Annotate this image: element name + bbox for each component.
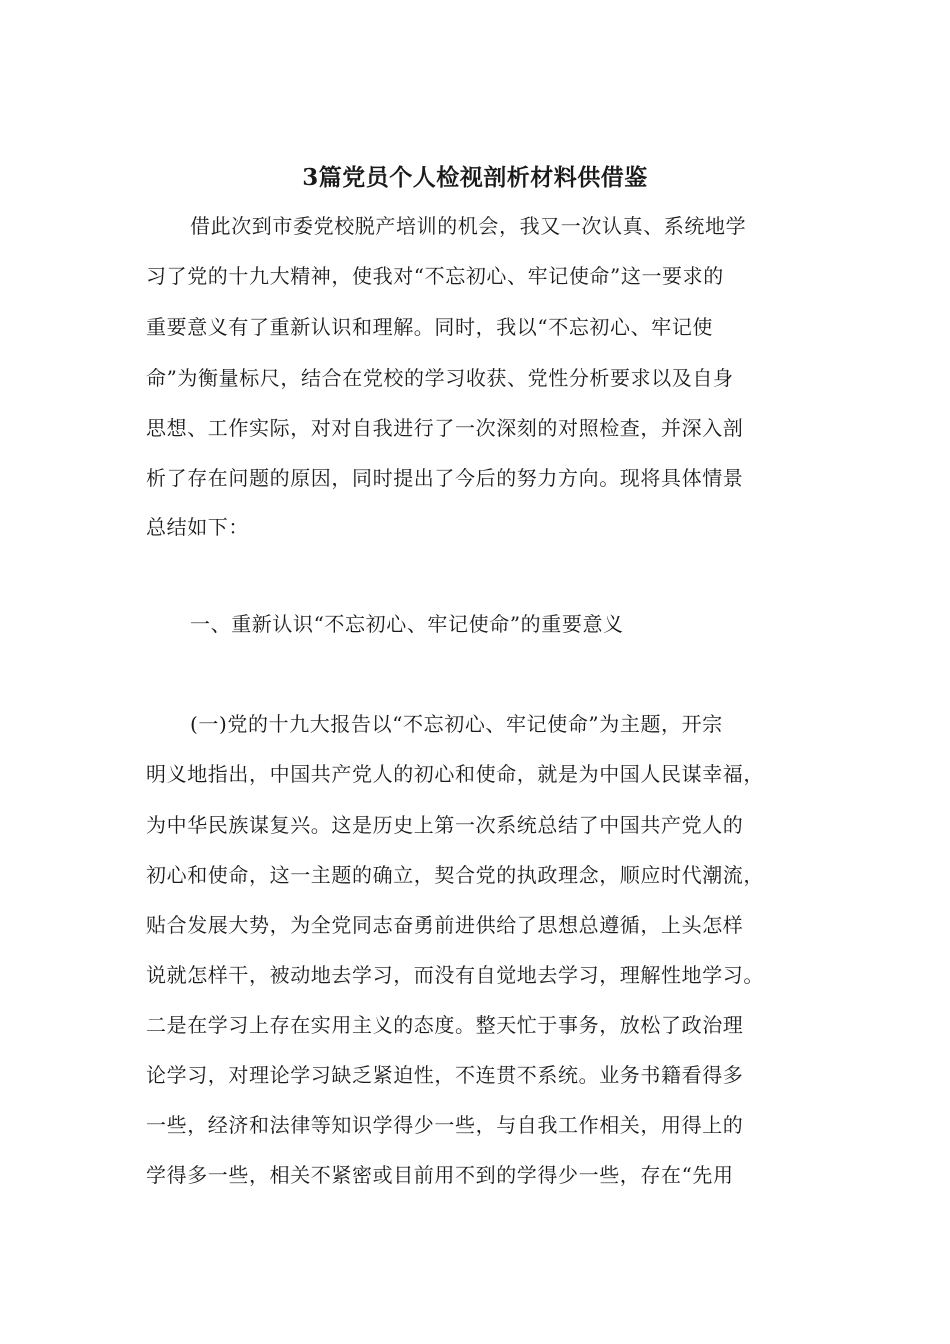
paragraph-line: 学得多一些，相关不紧密或目前用不到的学得少一些，存在“先用 [146, 1163, 734, 1187]
paragraph-line: 二是在学习上存在实用主义的态度。整天忙于事务，放松了政治理 [146, 1013, 744, 1037]
paragraph-line: 初心和使命，这一主题的确立，契合党的执政理念，顺应时代潮流， [146, 863, 764, 887]
paragraph-line: 重要意义有了重新认识和理解。同时，我以“不忘初心、牢记使 [146, 315, 714, 339]
paragraph-line: 总结如下： [146, 515, 249, 539]
paragraph-line: 习了党的十九大精神，使我对“不忘初心、牢记使命”这一要求的 [146, 264, 724, 288]
paragraph-line: (一)党的十九大报告以“不忘初心、牢记使命”为主题，开宗 [190, 712, 723, 736]
document-title: 3篇党员个人检视剖析材料供借鉴 [302, 164, 648, 191]
paragraph-line: 借此次到市委党校脱产培训的机会，我又一次认真、系统地学 [190, 214, 747, 238]
paragraph-line: 说就怎样干，被动地去学习，而没有自觉地去学习，理解性地学习。 [146, 963, 764, 987]
section-heading: 一、重新认识“不忘初心、牢记使命”的重要意义 [190, 612, 624, 636]
paragraph-line: 为中华民族谋复兴。这是历史上第一次系统总结了中国共产党人的 [146, 813, 744, 837]
paragraph-line: 论学习，对理论学习缺乏紧迫性，不连贯不系统。业务书籍看得多 [146, 1063, 744, 1087]
paragraph-line: 贴合发展大势，为全党同志奋勇前进供给了思想总遵循，上头怎样 [146, 913, 744, 937]
paragraph-line: 析了存在问题的原因，同时提出了今后的努力方向。现将具体情景 [146, 466, 744, 490]
paragraph-line: 思想、工作实际，对对自我进行了一次深刻的对照检查，并深入剖 [146, 416, 744, 440]
paragraph-line: 命”为衡量标尺，结合在党校的学习收获、党性分析要求以及自身 [146, 366, 734, 390]
paragraph-line: 明义地指出，中国共产党人的初心和使命，就是为中国人民谋幸福， [146, 762, 764, 786]
paragraph-line: 一些，经济和法律等知识学得少一些，与自我工作相关，用得上的 [146, 1113, 744, 1137]
